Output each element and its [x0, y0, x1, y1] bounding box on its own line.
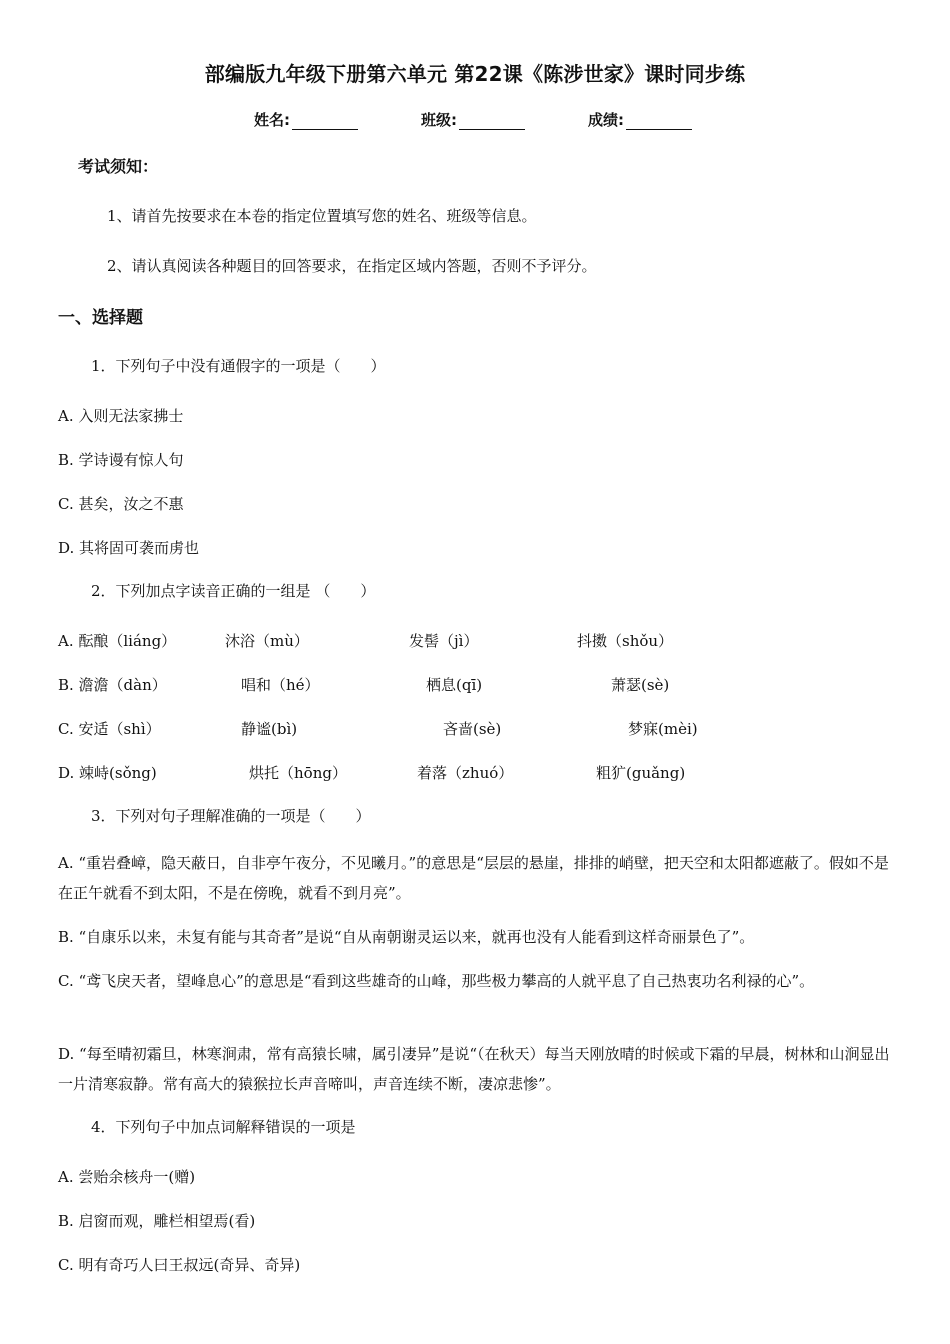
score-blank[interactable] — [626, 113, 692, 130]
option-word: 粗犷(guǎng) — [596, 764, 686, 782]
option-c[interactable] — [58, 718, 898, 740]
class-blank[interactable] — [459, 113, 525, 130]
score-label: 成绩: — [588, 111, 624, 129]
question-stem: 2．下列加点字读音正确的一组是 （ ） — [91, 582, 376, 600]
option-b[interactable]: B. 启窗而观，雕栏相望焉(看) — [58, 1212, 256, 1230]
option-d[interactable] — [58, 762, 898, 784]
page-title: 部编版九年级下册第六单元 第22课《陈涉世家》课时同步练 — [204, 62, 746, 86]
option-word: B. 澹澹（dàn） — [58, 676, 167, 694]
option-b[interactable] — [58, 674, 898, 696]
name-field[interactable] — [254, 109, 358, 130]
option-word: 沐浴（mù） — [225, 632, 309, 650]
option-word: 梦寐(mèi) — [628, 720, 698, 738]
option-word: 着落（zhuó） — [417, 764, 514, 782]
option-a[interactable]: A. 尝贻余核舟一(赠) — [58, 1168, 196, 1186]
option-word: D. 竦峙(sǒng) — [58, 764, 157, 782]
option-word: 唱和（hé） — [241, 676, 320, 694]
option-word: 抖擞（shǒu） — [577, 632, 674, 650]
option-word: 吝啬(sè) — [443, 720, 502, 738]
option-d[interactable]: D. 其将固可袭而虏也 — [58, 539, 200, 557]
option-word: 萧瑟(sè) — [611, 676, 670, 694]
option-c[interactable]: C. 甚矣，汝之不惠 — [58, 495, 184, 513]
score-field[interactable] — [588, 109, 692, 130]
name-label: 姓名: — [254, 111, 290, 129]
question-stem: 3．下列对句子理解准确的一项是（ ） — [91, 807, 371, 825]
class-label: 班级: — [421, 111, 457, 129]
option-word: 静谧(bì) — [241, 720, 298, 738]
option-word: 发髻（jì） — [409, 632, 479, 650]
option-b[interactable]: B. “自康乐以来，未复有能与其奇者”是说“自从南朝谢灵运以来，就再也没有人能看到这样奇丽景色了”。 — [58, 928, 755, 946]
notice-heading: 考试须知： — [78, 157, 159, 176]
question-stem: 1．下列句子中没有通假字的一项是（ ） — [91, 357, 386, 375]
option-b[interactable]: B. 学诗谩有惊人句 — [58, 451, 184, 469]
notice-item: 2、请认真阅读各种题目的回答要求，在指定区域内答题，否则不予评分。 — [107, 257, 597, 275]
option-word: 栖息(qī) — [426, 676, 483, 694]
option-word: C. 安适（shì） — [58, 720, 161, 738]
option-a[interactable]: A. “重岩叠嶂，隐天蔽日，自非亭午夜分，不见曦月。”的意思是“层层的悬崖，排排的峭壁，把天空和太阳都遮蔽了。假如不是在正午就看不到太阳，不是在傍晚，就看不到月亮”。 — [58, 854, 889, 902]
option-c[interactable]: C. “鸢飞戾天者，望峰息心”的意思是“看到这些雄奇的山峰，那些极力攀高的人就平息了自己热衷功名利禄的心”。 — [58, 972, 815, 990]
section-heading: 一、选择题 — [58, 308, 143, 328]
option-word: 烘托（hōng） — [249, 764, 347, 782]
class-field[interactable] — [421, 109, 525, 130]
option-a[interactable] — [58, 630, 898, 652]
question-stem: 4．下列句子中加点词解释错误的一项是 — [91, 1118, 356, 1136]
option-a[interactable]: A. 入则无法家拂士 — [58, 407, 184, 425]
option-c[interactable]: C. 明有奇巧人曰王叔远(奇异、奇异) — [58, 1256, 301, 1274]
notice-item: 1、请首先按要求在本卷的指定位置填写您的姓名、班级等信息。 — [107, 207, 537, 225]
name-blank[interactable] — [292, 113, 358, 130]
option-d[interactable]: D. “每至晴初霜旦，林寒涧肃，常有高猿长啸，属引凄异”是说“（在秋天）每当天刚放晴的时候或下霜的早晨，树林和山涧显出一片清寒寂静。常有高大的猿猴拉长声音啼叫，声音连续不断，凄凉悲惨”。 — [58, 1045, 890, 1093]
option-word: A. 酝酿（liáng） — [58, 632, 177, 650]
student-info-row — [0, 109, 950, 133]
